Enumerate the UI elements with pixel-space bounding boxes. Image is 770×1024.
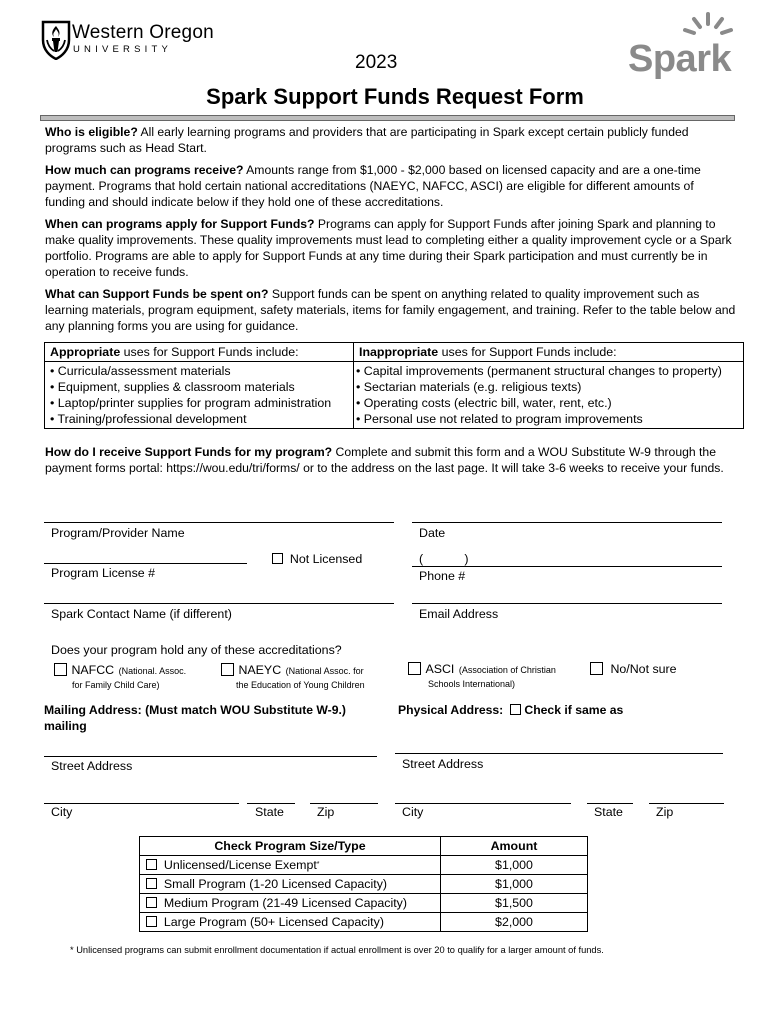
eligibility-answer: All early learning programs and providers that are participating in Spark except certain publicly funded programs such as Head Start. [45, 125, 689, 155]
receive-answer: Complete and submit this form and a WOU Substitute W-9 through the payment forms portal: https://wou.edu/tri/forms/ or to the address on the last page. It will take 3-6 weeks to receive your funds. [45, 445, 724, 475]
asci-desc-2: Schools International) [428, 679, 516, 689]
physical-city-field[interactable] [395, 803, 571, 804]
footnote: * Unlicensed programs can submit enrollment documentation if actual enrollment is over 20 to qualify for a larger amount of funds. [70, 945, 604, 955]
email-field[interactable] [412, 603, 722, 604]
naeyc-checkbox[interactable] [221, 663, 234, 676]
date-field[interactable] [412, 522, 722, 523]
size-label: Unlicensed/License Exempt [163, 858, 317, 872]
spending-question: What can Support Funds be spent on? [45, 287, 269, 301]
nafcc-checkbox[interactable] [54, 663, 67, 676]
table-row[interactable] [140, 875, 588, 894]
physical-city-label: City [402, 805, 424, 819]
footnote-mark: * [316, 861, 320, 868]
size-amount: $1,500 [441, 894, 588, 913]
not-licensed-label: Not Licensed [289, 552, 363, 566]
license-field[interactable] [44, 563, 247, 564]
receive-paragraph [45, 444, 737, 476]
inappropriate-header: Inappropriate uses for Support Funds include: [354, 343, 744, 362]
no-not-sure-option[interactable] [590, 660, 677, 678]
accreditation-question: Does your program hold any of these accreditations? [51, 643, 342, 657]
size-checkbox[interactable] [146, 897, 157, 908]
timing-answer: Programs can apply for Support Funds after joining Spark and planning to make quality improvements. These quality improvements must lead to completing either a quality improvement cycle or a Spark portfolio. Programs are able to apply for Support Funds at any time during their Spark participation and must currently be in operation to receive funds. [45, 217, 732, 279]
table-row[interactable] [140, 894, 588, 913]
asci-desc-1: (Association of Christian [458, 665, 556, 675]
title-rule [40, 115, 735, 121]
nafcc-desc-1: (National. Assoc. [118, 666, 187, 676]
not-licensed-option[interactable] [272, 552, 362, 566]
naeyc-desc-1: (National Assoc. for [285, 666, 364, 676]
size-checkbox[interactable] [146, 916, 157, 927]
physical-zip-label: Zip [656, 805, 674, 819]
physical-street-label: Street Address [402, 757, 484, 771]
physical-address-heading [398, 702, 623, 718]
spark-logo: Spark [628, 38, 732, 80]
date-label: Date [419, 526, 446, 540]
wou-name: Western Oregon [72, 22, 214, 43]
table-row[interactable] [140, 856, 588, 875]
size-amount: $1,000 [441, 856, 588, 875]
amount-answer: Amounts range from $1,000 - $2,000 based on licensed capacity and are a one-time payment. Programs that hold certain national accreditations (NAEYC, NAFCC, ASCI) are eligible for different amounts of funding and should indicate below if they hold one of these accreditations. [45, 163, 701, 209]
phone-area-code: ( ) [419, 552, 469, 566]
nafcc-label: NAFCC [71, 663, 115, 677]
email-label: Email Address [419, 607, 499, 621]
mailing-state-field[interactable] [247, 803, 295, 804]
inappropriate-list [354, 362, 744, 429]
size-type-header: Check Program Size/Type [140, 837, 441, 856]
physical-state-field[interactable] [587, 803, 633, 804]
list-item: • Laptop/printer supplies for program administration [50, 396, 332, 410]
physical-state-label: State [594, 805, 623, 819]
nafcc-option[interactable] [54, 661, 186, 691]
timing-question: When can programs apply for Support Funds? [45, 217, 315, 231]
mailing-city-field[interactable] [44, 803, 239, 804]
contact-label: Spark Contact Name (if different) [51, 607, 232, 621]
list-item: • Personal use not related to program improvements [356, 412, 643, 426]
physical-address-label: Physical Address: [398, 703, 504, 717]
phone-field[interactable] [412, 566, 722, 567]
spending-paragraph [45, 286, 737, 334]
eligibility-question: Who is eligible? [45, 125, 138, 139]
same-as-mailing-checkbox[interactable] [510, 704, 521, 715]
naeyc-label: NAEYC [238, 663, 282, 677]
eligibility-paragraph [45, 124, 737, 156]
mailing-state-label: State [255, 805, 284, 819]
list-item: • Sectarian materials (e.g. religious texts) [356, 380, 582, 394]
list-item: • Equipment, supplies & classroom materials [50, 380, 295, 394]
no-not-sure-checkbox[interactable] [590, 662, 603, 675]
same-as-mailing-label: Check if same as [524, 703, 624, 717]
timing-paragraph [45, 216, 737, 280]
list-item: • Training/professional development [50, 412, 247, 426]
size-label: Medium Program (21-49 Licensed Capacity) [163, 896, 407, 910]
list-item: • Curricula/assessment materials [50, 364, 231, 378]
physical-street-field[interactable] [395, 753, 723, 754]
program-size-table [139, 836, 588, 932]
amount-paragraph [45, 162, 737, 210]
nafcc-desc-2: for Family Child Care) [72, 680, 160, 690]
asci-option[interactable] [408, 660, 556, 690]
size-checkbox[interactable] [146, 878, 157, 889]
program-name-field[interactable] [44, 522, 394, 523]
mailing-address-heading: Mailing Address: (Must match WOU Substitute W-9.) mailing [44, 703, 346, 733]
license-label: Program License # [51, 566, 155, 580]
torch-shield-icon [40, 18, 72, 60]
mailing-zip-label: Zip [317, 805, 335, 819]
wou-subtitle: UNIVERSITY [73, 44, 173, 55]
naeyc-desc-2: the Education of Young Children [236, 680, 365, 690]
size-amount: $2,000 [441, 913, 588, 932]
mailing-street-field[interactable] [44, 756, 377, 757]
physical-zip-field[interactable] [649, 803, 724, 804]
form-year: 2023 [355, 52, 398, 73]
uses-table [44, 342, 744, 429]
table-row[interactable] [140, 913, 588, 932]
amount-question: How much can programs receive? [45, 163, 244, 177]
size-checkbox[interactable] [146, 859, 157, 870]
list-item: • Capital improvements (permanent structural changes to property) [356, 364, 722, 378]
size-label: Small Program (1-20 Licensed Capacity) [163, 877, 388, 891]
mailing-city-label: City [51, 805, 73, 819]
naeyc-option[interactable] [221, 661, 365, 691]
spending-answer: Support funds can be spent on anything related to quality improvement such as learning materials, program equipment, safety materials, items for family engagement, and training. Refer to the table below and any planning forms you are using for guidance. [45, 287, 736, 333]
appropriate-header: Appropriate uses for Support Funds include: [45, 343, 354, 362]
receive-question: How do I receive Support Funds for my program? [45, 445, 333, 459]
program-name-label: Program/Provider Name [51, 526, 185, 540]
phone-label: Phone # [419, 569, 466, 583]
mailing-zip-field[interactable] [310, 803, 378, 804]
page-title: Spark Support Funds Request Form [206, 84, 584, 109]
asci-checkbox[interactable] [408, 662, 421, 675]
size-label: Large Program (50+ Licensed Capacity) [163, 915, 384, 929]
amount-header: Amount [441, 837, 588, 856]
appropriate-list [45, 362, 354, 429]
asci-label: ASCI [425, 662, 455, 676]
mailing-street-label: Street Address [51, 759, 133, 773]
list-item: • Operating costs (electric bill, water, rent, etc.) [356, 396, 612, 410]
not-licensed-checkbox[interactable] [272, 553, 283, 564]
no-not-sure-label: No/Not sure [610, 662, 677, 676]
size-amount: $1,000 [441, 875, 588, 894]
contact-field[interactable] [44, 603, 394, 604]
